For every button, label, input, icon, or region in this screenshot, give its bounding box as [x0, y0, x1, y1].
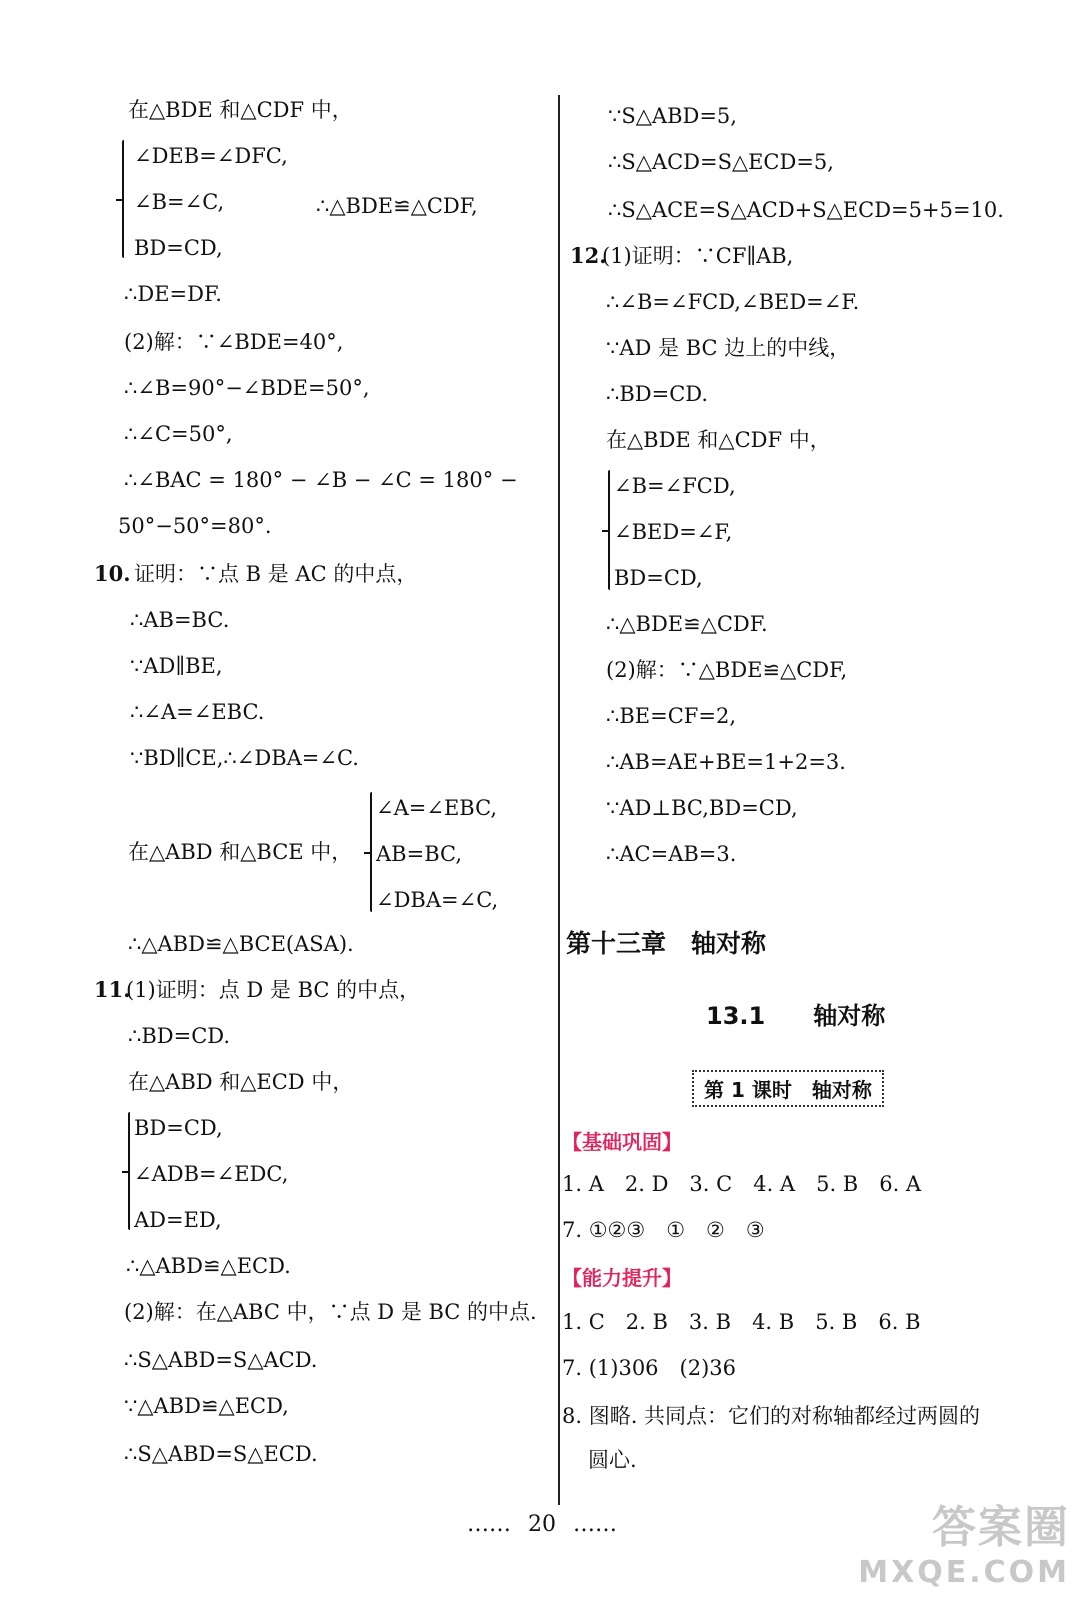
- text-line: (2)解：∵△BDE≌△CDF,: [606, 658, 848, 682]
- text-line: (1)证明：∵CF∥AB,: [602, 244, 794, 268]
- text-line: 证明：∵点 B 是 AC 的中点，: [134, 562, 418, 586]
- text-line: 50°−50°=80°.: [118, 514, 272, 538]
- text-line: ∠ADB=∠EDC,: [134, 1162, 289, 1186]
- footer-dots: ……: [573, 1512, 617, 1537]
- section-tag: 【能力提升】: [562, 1266, 682, 1290]
- text-line: ∴∠A=∠EBC.: [130, 700, 265, 724]
- text-line: ∴BD=CD.: [128, 1024, 231, 1048]
- text-line: ∴S△ACD=S△ECD=5,: [608, 150, 834, 174]
- text-line: ∴△BDE≌△CDF.: [606, 612, 768, 636]
- text-line: ∴DE=DF.: [124, 282, 222, 306]
- brace: [608, 470, 610, 590]
- text-line: ∵AD 是 BC 边上的中线，: [606, 336, 851, 360]
- text-line: ∠A=∠EBC,: [376, 796, 498, 820]
- text-line: (2)解：∵∠BDE=40°,: [124, 330, 344, 354]
- question-number: 10.: [94, 561, 131, 586]
- text-line: ∠B=∠C,: [134, 190, 225, 214]
- answer-row: 8. 图略. 共同点：它们的对称轴都经过两圆的: [562, 1404, 981, 1428]
- text-line: ∴△BDE≌△CDF,: [316, 194, 478, 218]
- text-line: ∵AD⊥BC,BD=CD,: [606, 796, 798, 820]
- text-line: 在△BDE 和△CDF 中，: [606, 428, 831, 452]
- text-line: ∴∠B=90°−∠BDE=50°,: [124, 376, 370, 400]
- brace: [128, 1112, 130, 1230]
- text-line: BD=CD,: [134, 1116, 223, 1140]
- text-line: ∴BE=CF=2,: [606, 704, 736, 728]
- question-number: 11.: [94, 977, 131, 1002]
- text-line: ∠DEB=∠DFC,: [134, 144, 288, 168]
- text-line: 在△BDE 和△CDF 中，: [128, 98, 353, 122]
- text-line: BD=CD,: [134, 236, 223, 260]
- text-line: ∠DBA=∠C,: [376, 888, 499, 912]
- text-line: ∵S△ABD=5,: [608, 104, 737, 128]
- text-line: (1)证明：点 D 是 BC 的中点，: [126, 978, 421, 1002]
- chapter-title: 第十三章 轴对称: [566, 929, 767, 958]
- text-line: ∠B=∠FCD,: [614, 474, 736, 498]
- answer-row: 1. A 2. D 3. C 4. A 5. B 6. A: [562, 1172, 922, 1196]
- text-line: ∴∠B=∠FCD,∠BED=∠F.: [606, 290, 860, 314]
- text-line: ∵AD∥BE,: [130, 654, 223, 678]
- text-line: 在△ABD 和△ECD 中，: [128, 1070, 354, 1094]
- footer-dots: ……: [467, 1512, 511, 1537]
- answer-row: 7. ①②③ ① ② ③: [562, 1218, 765, 1242]
- text-line: ∴△ABD≌△BCE(ASA).: [128, 932, 354, 956]
- text-line: AD=ED,: [134, 1208, 222, 1232]
- answer-row: 圆心.: [588, 1448, 637, 1472]
- text-line: ∴∠C=50°,: [124, 422, 233, 446]
- watermark-text: 答案圈: [932, 1502, 1070, 1553]
- column-divider: [558, 95, 560, 1505]
- text-line: ∴△ABD≌△ECD.: [126, 1254, 291, 1278]
- watermark: [858, 1491, 1070, 1590]
- brace: [370, 792, 372, 912]
- section-tag: 【基础巩固】: [562, 1130, 682, 1154]
- text-line: ∵BD∥CE,∴∠DBA=∠C.: [130, 746, 359, 770]
- brace: [122, 140, 124, 258]
- watermark-url: MXQE.COM: [858, 1555, 1070, 1590]
- question-number: 12.: [570, 243, 607, 268]
- text-line: AB=BC,: [376, 842, 463, 866]
- text-line: ∴S△ABD=S△ECD.: [124, 1442, 318, 1466]
- page-number: 20: [528, 1512, 556, 1537]
- text-line: ∴AC=AB=3.: [606, 842, 737, 866]
- text-line: ∴AB=AE+BE=1+2=3.: [606, 750, 846, 774]
- text-line: ∴AB=BC.: [130, 608, 230, 632]
- answer-row: 1. C 2. B 3. B 4. B 5. B 6. B: [562, 1310, 921, 1334]
- text-line: BD=CD,: [614, 566, 703, 590]
- text-line: ∵△ABD≌△ECD,: [124, 1394, 289, 1418]
- answer-row: 7. (1)306 (2)36: [562, 1356, 737, 1380]
- section-title: 13.1 轴对称: [706, 1002, 886, 1030]
- lesson-label: 第 1 课时 轴对称: [692, 1070, 884, 1107]
- text-line: ∴S△ACE=S△ACD+S△ECD=5+5=10.: [608, 198, 1004, 222]
- text-line: ∠BED=∠F,: [614, 520, 733, 544]
- text-line: ∴BD=CD.: [606, 382, 709, 406]
- text-line: 在△ABD 和△BCE 中，: [128, 840, 353, 864]
- text-line: ∴S△ABD=S△ACD.: [124, 1348, 318, 1372]
- text-line: ∴∠BAC = 180° − ∠B − ∠C = 180° −: [124, 468, 518, 492]
- text-line: (2)解：在△ABC 中，∵点 D 是 BC 的中点.: [124, 1300, 537, 1324]
